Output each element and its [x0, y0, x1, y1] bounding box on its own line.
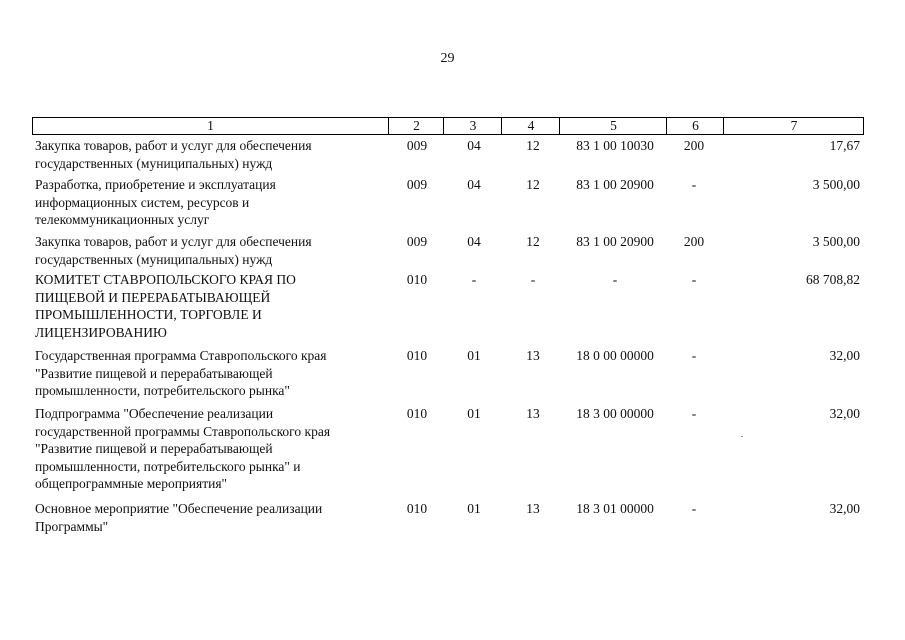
row-target-code: 18 3 01 00000 [576, 501, 654, 516]
row-section-code: 04 [467, 234, 481, 249]
row-name: КОМИТЕТ СТАВРОПОЛЬСКОГО КРАЯ ПО ПИЩЕВОЙ И ПЕРЕРАБАТЫВАЮЩЕЙ ПРОМЫШЛЕННОСТИ, ТОРГОВЛЕ И ЛИЦЕНЗИРОВАНИЮ [35, 272, 296, 340]
row-name: Основное мероприятие "Обеспечение реализации Программы" [35, 501, 323, 534]
row-ministry-code: 009 [406, 138, 428, 153]
header-col-4: 4 [501, 118, 560, 134]
row-name: Подпрограмма "Обеспечение реализации государственной программы Ставропольского края "Развитие пищевой и перерабатывающей промышленности, потребительского рынка" и общепрограммные мероприятия" [35, 406, 331, 492]
row-target-code: 83 1 00 10030 [576, 138, 654, 153]
row-target-code: 18 3 00 00000 [576, 406, 654, 421]
header-col-5: 5 [559, 118, 667, 134]
row-subsection-code: - [530, 272, 536, 287]
row-amount: 17,67 [829, 138, 860, 153]
row-expense-type: - [691, 501, 697, 516]
header-col-1: 1 [207, 118, 214, 133]
row-target-code: 83 1 00 20900 [576, 234, 654, 249]
row-name: Разработка, приобретение и эксплуатация информационных систем, ресурсов и телекоммуникационных услуг [35, 177, 276, 228]
row-expense-type: - [691, 406, 697, 421]
row-amount: 32,00 [829, 348, 860, 363]
row-subsection-code: 13 [526, 348, 540, 363]
row-ministry-code: 009 [406, 234, 428, 249]
row-target-code: - [612, 272, 618, 287]
row-section-code: - [471, 272, 477, 287]
row-ministry-code: 010 [406, 272, 428, 287]
row-name: Закупка товаров, работ и услуг для обеспечения государственных (муниципальных) нужд [35, 234, 312, 267]
row-subsection-code: 12 [526, 138, 540, 153]
row-name: Государственная программа Ставропольского края "Развитие пищевой и перерабатывающей промышленности, потребительского рынка" [35, 348, 327, 399]
header-col-7: 7 [723, 118, 864, 134]
row-section-code: 04 [467, 138, 481, 153]
row-expense-type: 200 [683, 234, 705, 249]
row-target-code: 18 0 00 00000 [576, 348, 654, 363]
row-expense-type: - [691, 272, 697, 287]
header-col-2: 2 [388, 118, 444, 134]
row-ministry-code: 010 [406, 348, 428, 363]
row-amount: 32,00 [829, 501, 860, 516]
row-subsection-code: 12 [526, 177, 540, 192]
row-ministry-code: 010 [406, 406, 428, 421]
row-amount: 3 500,00 [812, 234, 860, 249]
row-subsection-code: 12 [526, 234, 540, 249]
row-expense-type: - [691, 177, 697, 192]
row-name: Закупка товаров, работ и услуг для обеспечения государственных (муниципальных) нужд [35, 138, 312, 171]
row-expense-type: 200 [683, 138, 705, 153]
table-header-row [32, 117, 864, 135]
row-ministry-code: 009 [406, 177, 428, 192]
row-section-code: 04 [467, 177, 481, 192]
page-number: 29 [440, 51, 455, 66]
row-target-code: 83 1 00 20900 [576, 177, 654, 192]
row-expense-type: - [691, 348, 697, 363]
header-col-3: 3 [443, 118, 502, 134]
row-section-code: 01 [467, 406, 481, 421]
row-section-code: 01 [467, 348, 481, 363]
header-col-6: 6 [666, 118, 724, 134]
row-amount: 32,00 [829, 406, 860, 421]
row-subsection-code: 13 [526, 406, 540, 421]
row-section-code: 01 [467, 501, 481, 516]
row-subsection-code: 13 [526, 501, 540, 516]
row-amount: 68 708,82 [806, 272, 860, 287]
row-ministry-code: 010 [406, 501, 428, 516]
scan-speck [741, 436, 743, 437]
row-amount: 3 500,00 [812, 177, 860, 192]
